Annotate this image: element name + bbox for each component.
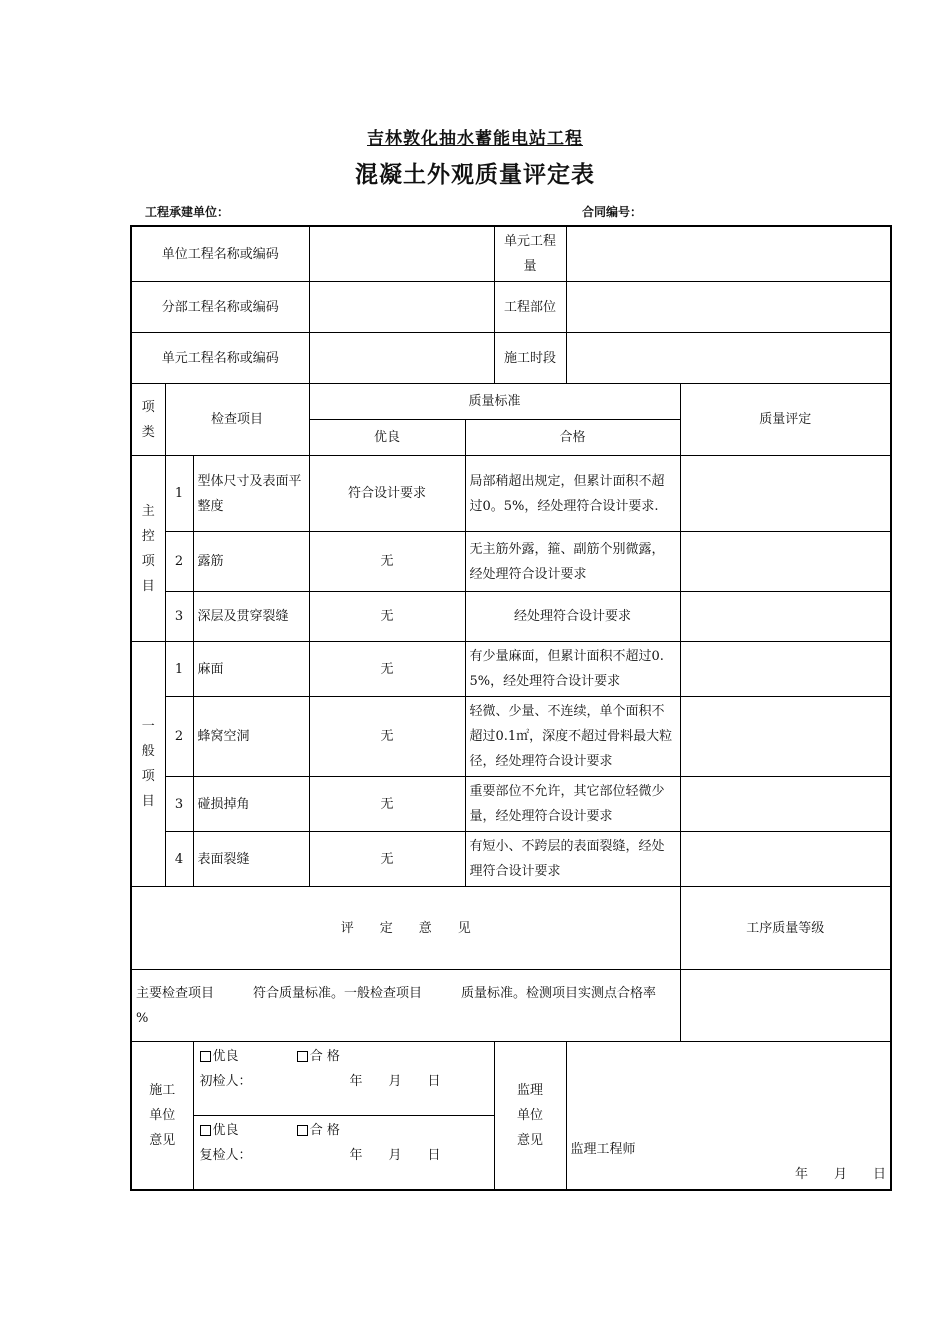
element-project-label: 单元工程名称或编码 bbox=[131, 333, 309, 384]
general-category-label: 一般项目 bbox=[131, 642, 165, 887]
main-category-label: 主控项目 bbox=[131, 456, 165, 642]
period-label: 施工时段 bbox=[494, 333, 566, 384]
form-title: 混凝土外观质量评定表 bbox=[355, 162, 595, 188]
supervision-cell bbox=[566, 1042, 891, 1190]
qualified-checkbox[interactable] bbox=[297, 1051, 308, 1062]
row-no: 3 bbox=[165, 592, 193, 642]
row-excellent: 无 bbox=[309, 642, 465, 697]
opinion-label: 评 定 意 见 bbox=[131, 887, 680, 970]
unit-quantity-value[interactable] bbox=[566, 226, 891, 282]
row-item: 型体尺寸及表面平整度 bbox=[193, 456, 309, 532]
row-no: 4 bbox=[165, 832, 193, 887]
row-item: 表面裂缝 bbox=[193, 832, 309, 887]
unit-quantity-label: 单元工程量 bbox=[494, 226, 566, 282]
excellent-checkbox[interactable] bbox=[200, 1051, 211, 1062]
category-header: 项类 bbox=[131, 384, 165, 456]
row-excellent: 无 bbox=[309, 777, 465, 832]
sub-project-value[interactable] bbox=[309, 282, 494, 333]
excellent-option-label: 优良 bbox=[212, 1049, 239, 1064]
location-value[interactable] bbox=[566, 282, 891, 333]
row-no: 1 bbox=[165, 456, 193, 532]
row-evaluation[interactable] bbox=[680, 697, 891, 777]
first-inspection-cell bbox=[193, 1042, 494, 1116]
row-qualified: 无主筋外露，箍、副筋个别微露，经处理符合设计要求 bbox=[465, 532, 680, 592]
grade-value[interactable] bbox=[680, 970, 891, 1042]
first-inspector-label: 初检人： bbox=[199, 1074, 252, 1089]
element-project-value[interactable] bbox=[309, 333, 494, 384]
row-excellent: 无 bbox=[309, 592, 465, 642]
qualified-option-label: 合 格 bbox=[309, 1049, 340, 1064]
contractor-label: 工程承建单位： bbox=[145, 205, 230, 219]
row-evaluation[interactable] bbox=[680, 777, 891, 832]
row-item: 蜂窝空洞 bbox=[193, 697, 309, 777]
re-inspector-label: 复检人： bbox=[199, 1148, 252, 1163]
standard-header: 质量标准 bbox=[309, 384, 680, 420]
period-value[interactable] bbox=[566, 333, 891, 384]
re-inspection-cell bbox=[193, 1116, 494, 1190]
first-inspection-date: 年 月 日 bbox=[349, 1074, 441, 1089]
row-evaluation[interactable] bbox=[680, 592, 891, 642]
row-excellent: 无 bbox=[309, 532, 465, 592]
supervision-opinion-label: 监理单位意见 bbox=[494, 1042, 566, 1190]
re-inspection-date: 年 月 日 bbox=[349, 1148, 441, 1163]
row-excellent: 无 bbox=[309, 832, 465, 887]
evaluation-table bbox=[130, 225, 892, 1191]
row-qualified: 轻微、少量、不连续，单个面积不超过0.1㎡，深度不超过骨料最大粒径，经处理符合设计要求 bbox=[465, 697, 680, 777]
unit-project-label: 单位工程名称或编码 bbox=[131, 226, 309, 282]
row-excellent: 无 bbox=[309, 697, 465, 777]
row-qualified: 有少量麻面，但累计面积不超过0.5%，经处理符合设计要求 bbox=[465, 642, 680, 697]
construction-opinion-label: 施工单位意见 bbox=[131, 1042, 193, 1190]
excellent-header: 优良 bbox=[309, 420, 465, 456]
supervisor-label: 监理工程师 bbox=[570, 1141, 636, 1157]
qualified-checkbox[interactable] bbox=[297, 1125, 308, 1136]
row-item: 麻面 bbox=[193, 642, 309, 697]
excellent-checkbox[interactable] bbox=[200, 1125, 211, 1136]
qualified-header: 合格 bbox=[465, 420, 680, 456]
unit-project-value[interactable] bbox=[309, 226, 494, 282]
row-evaluation[interactable] bbox=[680, 532, 891, 592]
sub-project-label: 分部工程名称或编码 bbox=[131, 282, 309, 333]
row-no: 1 bbox=[165, 642, 193, 697]
row-item: 碰损掉角 bbox=[193, 777, 309, 832]
row-no: 3 bbox=[165, 777, 193, 832]
grade-label: 工序质量等级 bbox=[680, 887, 891, 970]
row-item: 深层及贯穿裂缝 bbox=[193, 592, 309, 642]
row-item: 露筋 bbox=[193, 532, 309, 592]
row-evaluation[interactable] bbox=[680, 456, 891, 532]
location-label: 工程部位 bbox=[494, 282, 566, 333]
row-excellent: 符合设计要求 bbox=[309, 456, 465, 532]
row-no: 2 bbox=[165, 697, 193, 777]
excellent-option-label: 优良 bbox=[212, 1123, 239, 1138]
row-qualified: 有短小、不跨层的表面裂缝，经处理符合设计要求 bbox=[465, 832, 680, 887]
row-qualified: 重要部位不允许，其它部位轻微少量，经处理符合设计要求 bbox=[465, 777, 680, 832]
row-evaluation[interactable] bbox=[680, 832, 891, 887]
contract-no-label: 合同编号： bbox=[582, 205, 643, 219]
evaluation-header: 质量评定 bbox=[680, 384, 891, 456]
project-title: 吉林敦化抽水蓄能电站工程 bbox=[367, 129, 583, 149]
item-header: 检查项目 bbox=[165, 384, 309, 456]
row-qualified: 经处理符合设计要求 bbox=[465, 592, 680, 642]
qualified-option-label: 合 格 bbox=[309, 1123, 340, 1138]
supervision-date: 年 月 日 bbox=[794, 1166, 886, 1182]
row-qualified: 局部稍超出规定，但累计面积不超过0。5%，经处理符合设计要求. bbox=[465, 456, 680, 532]
row-evaluation[interactable] bbox=[680, 642, 891, 697]
opinion-text: 主要检查项目 符合质量标准。一般检查项目 质量标准。检测项目实测点合格率 % bbox=[131, 970, 680, 1042]
row-no: 2 bbox=[165, 532, 193, 592]
